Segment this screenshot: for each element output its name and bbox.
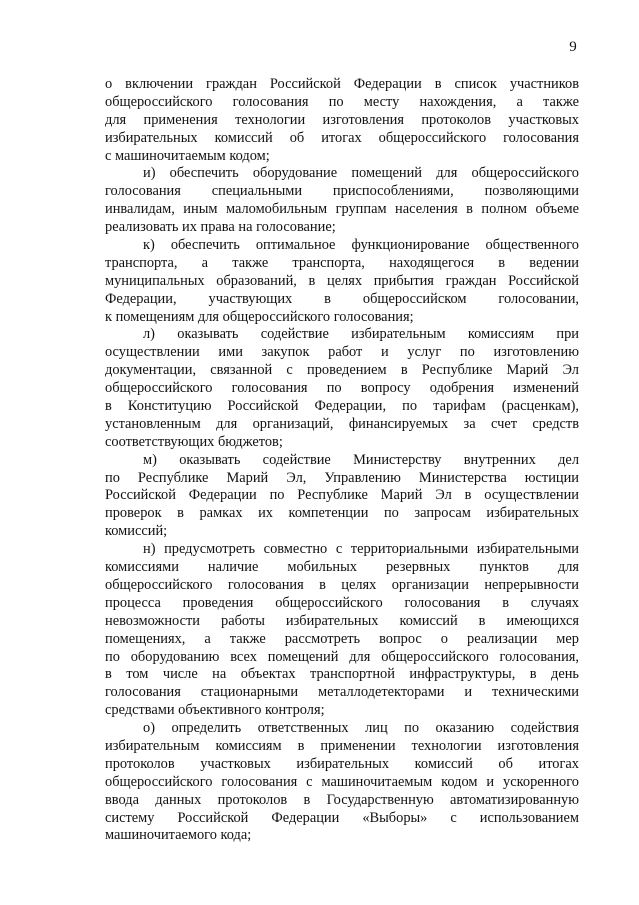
text-line: л) оказывать содействие избирательным комиссиям при <box>143 326 579 343</box>
text-line: общероссийского голосования в целях организации непрерывности <box>105 576 579 593</box>
text-line: систему Российской Федерации «Выборы» с использованием <box>105 809 579 826</box>
text-line: муниципальных образований, в целях прибытия граждан Российской <box>105 272 579 289</box>
text-line: для применения технологии изготовления протоколов участковых <box>105 111 579 128</box>
text-line: по Республике Марий Эл, Управлению Министерства юстиции <box>105 469 579 486</box>
text-line: невозможности работы избирательных комиссий в имеющихся <box>105 612 579 629</box>
paragraph-o <box>105 720 579 845</box>
document-body <box>105 76 579 845</box>
text-line: инвалидам, иным маломобильным группам населения в полном объеме <box>105 201 579 218</box>
text-line: м) оказывать содействие Министерству внутренних дел <box>143 451 579 468</box>
text-line: соответствующих бюджетов; <box>105 433 283 450</box>
text-line: к помещениям для общероссийского голосования; <box>105 308 414 325</box>
text-line: комиссий; <box>105 523 168 540</box>
text-line: голосования специальными приспособлениями, позволяющими <box>105 183 579 200</box>
text-line: общероссийского голосования по месту нахождения, а также <box>105 93 579 110</box>
text-line: в Конституцию Российской Федерации, по тарифам (расценкам), <box>105 398 579 415</box>
text-line: проверок в рамках их компетенции по запросам избирательных <box>105 505 579 522</box>
text-line: установленным для организаций, финансируемых за счет средств <box>105 415 579 432</box>
text-line: в том числе на объектах транспортной инфраструктуры, в день <box>105 666 579 683</box>
text-line: помещениях, а также рассмотреть вопрос о реализации мер <box>105 630 579 647</box>
text-line: о включении граждан Российской Федерации в список участников <box>105 76 579 92</box>
text-line: к) обеспечить оптимальное функционирование общественного <box>143 237 579 254</box>
text-line: машиночитаемого кода; <box>105 827 252 844</box>
text-line: документации, связанной с проведением в Республике Марий Эл <box>105 362 579 379</box>
text-line: процесса проведения общероссийского голосования в случаях <box>105 594 579 611</box>
text-line: и) обеспечить оборудование помещений для общероссийского <box>143 165 579 182</box>
paragraph-k <box>105 237 579 326</box>
text-line: избирательных комиссий об итогах общероссийского голосования <box>105 129 579 146</box>
text-line: н) предусмотреть совместно с территориальными избирательными <box>143 541 579 558</box>
text-line: протоколов участковых избирательных комиссий об итогах <box>105 755 579 772</box>
text-line: осуществлении ими закупок работ и услуг по изготовлению <box>105 344 579 361</box>
text-line: ввода данных протоколов в Государственную автоматизированную <box>105 791 579 808</box>
text-line: Федерации, участвующих в общероссийском голосовании, <box>105 290 579 307</box>
text-line: по оборудованию всех помещений для общероссийского голосования, <box>105 648 579 665</box>
text-line: комиссиями наличие мобильных резервных пунктов для <box>105 559 579 576</box>
paragraph-cont <box>105 76 579 165</box>
paragraph-i <box>105 165 579 237</box>
paragraph-l <box>105 326 579 451</box>
text-line: о) определить ответственных лиц по оказанию содействия <box>143 720 579 737</box>
text-line: транспорта, а также транспорта, находящегося в ведении <box>105 254 579 271</box>
page-number: 9 <box>569 39 577 55</box>
text-line: с машиночитаемым кодом; <box>105 147 270 164</box>
text-line: общероссийского голосования с машиночитаемым кодом и ускоренного <box>105 773 579 790</box>
text-line: голосования стационарными металлодетекторами и техническими <box>105 684 579 701</box>
text-line: средствами объективного контроля; <box>105 702 325 719</box>
paragraph-n <box>105 541 579 720</box>
text-line: Российской Федерации по Республике Марий Эл в осуществлении <box>105 487 579 504</box>
paragraph-m <box>105 452 579 541</box>
text-line: реализовать их права на голосование; <box>105 219 336 236</box>
text-line: общероссийского голосования по вопросу одобрения изменений <box>105 380 579 397</box>
text-line: избирательным комиссиям в применении технологии изготовления <box>105 737 579 754</box>
